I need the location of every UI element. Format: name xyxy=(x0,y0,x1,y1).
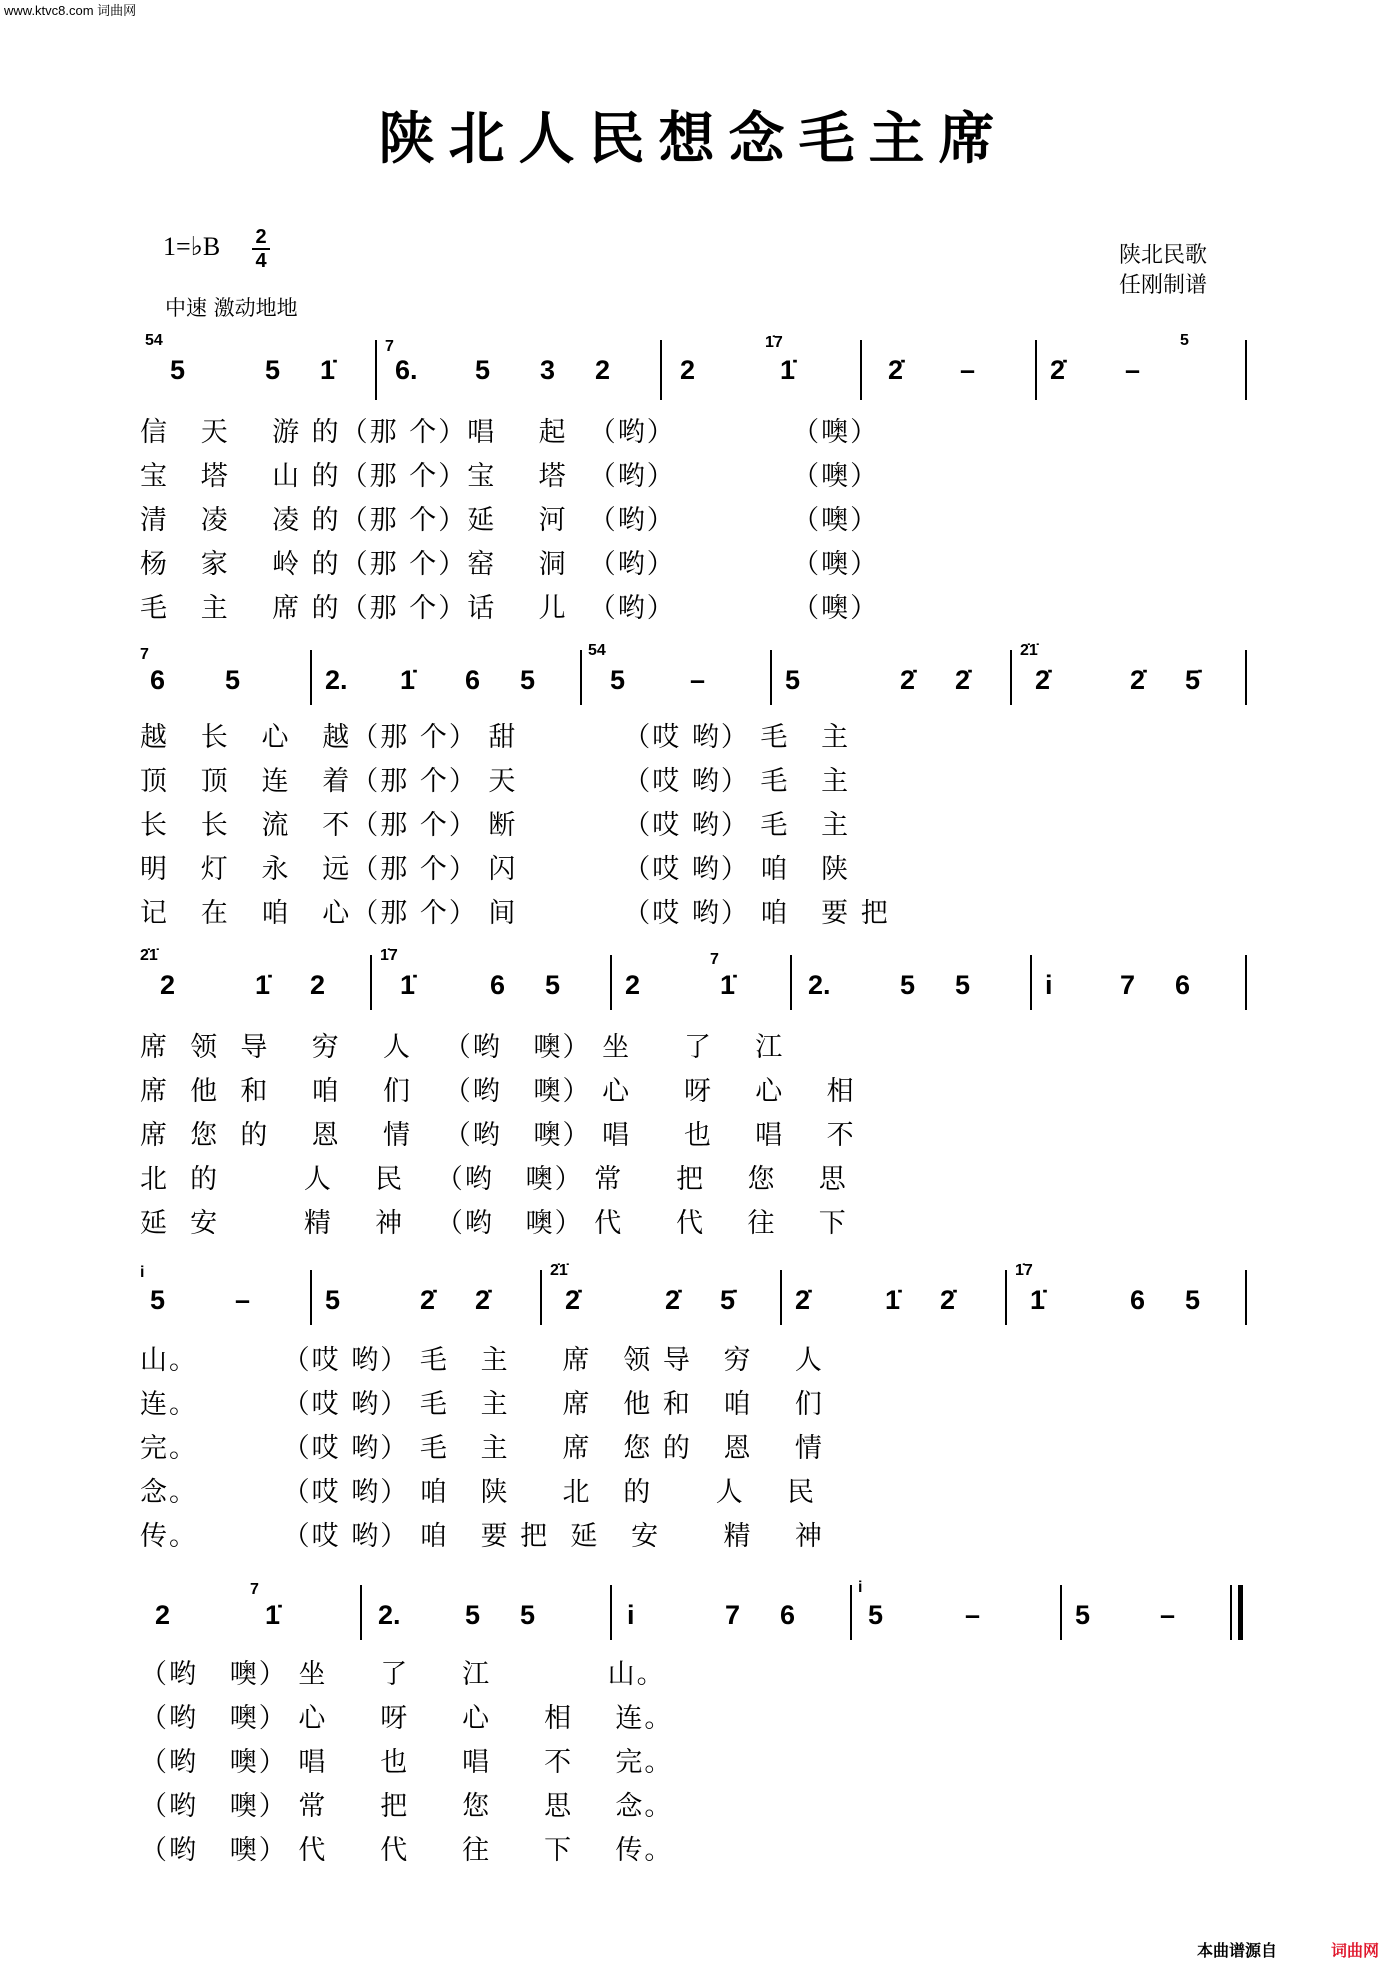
time-top: 2 xyxy=(255,226,267,248)
grace-note: 5 xyxy=(1180,332,1189,349)
barline xyxy=(660,340,662,400)
note: 6 xyxy=(465,665,481,695)
credit-arranger: 任刚制谱 xyxy=(1118,273,1207,298)
note: – xyxy=(960,355,976,385)
final-barline-thick xyxy=(1238,1585,1243,1640)
note: i xyxy=(627,1600,635,1630)
barline xyxy=(780,1270,782,1325)
note: 2̇ xyxy=(888,355,904,385)
grace-note: 2̇1̇ xyxy=(140,947,158,964)
grace-note: 1̇7 xyxy=(765,334,783,351)
note: 5 xyxy=(610,665,626,695)
note: 6 xyxy=(780,1600,796,1630)
note: 5 xyxy=(900,970,916,1000)
note: 6. xyxy=(395,355,418,385)
grace-note: 7 xyxy=(385,338,394,355)
note: 7 xyxy=(1120,970,1136,1000)
grace-note: 7 xyxy=(250,1581,259,1598)
note: 5 xyxy=(545,970,561,1000)
note: 2 xyxy=(595,355,611,385)
note: 5 xyxy=(868,1600,884,1630)
barline xyxy=(610,1585,612,1640)
barline xyxy=(860,340,862,400)
score-system-2 xyxy=(140,640,1250,710)
lyric-verse-5: （哟 噢） 代 代 往 下 传。 xyxy=(140,1835,674,1866)
note: 1̇ xyxy=(885,1285,901,1315)
barline xyxy=(1245,955,1247,1010)
note: 6 xyxy=(490,970,506,1000)
note: 2 xyxy=(680,355,696,385)
note: 5 xyxy=(520,1600,536,1630)
note: 6 xyxy=(1130,1285,1146,1315)
barline xyxy=(540,1270,542,1325)
barline xyxy=(1010,650,1012,705)
grace-note: 2̇1̇ xyxy=(1020,642,1038,659)
credit-origin: 陕北民歌 xyxy=(1118,243,1207,268)
time-signature xyxy=(250,226,272,272)
note: 2̇ xyxy=(420,1285,436,1315)
note: 2̇ xyxy=(940,1285,956,1315)
note: 5 xyxy=(475,355,491,385)
barline xyxy=(360,1585,362,1640)
barline xyxy=(1245,1270,1247,1325)
page-title: 陕北人民想念毛主席 xyxy=(378,106,1009,172)
grace-note: 2̇1̇ xyxy=(550,1262,568,1279)
lyric-verse-1: （哟 噢） 坐 了 江 山。 xyxy=(140,1659,666,1690)
barline xyxy=(1245,650,1247,705)
key-signature: 1=♭B xyxy=(163,232,221,261)
lyric-verse-4: 北 的 人 民 （哟 噢） 常 把 您 思 xyxy=(140,1164,848,1195)
note: 2̇ xyxy=(1035,665,1051,695)
note: – xyxy=(965,1600,981,1630)
note: 2̇ xyxy=(795,1285,811,1315)
note: 1̇ xyxy=(400,665,416,695)
score-system-5 xyxy=(140,1575,1250,1645)
lyric-verse-3: 席 您 的 恩 情 （哟 噢） 唱 也 唱 不 xyxy=(140,1120,856,1151)
note: 1̇ xyxy=(1030,1285,1046,1315)
tempo-marking: 中速 激动地地 xyxy=(165,296,298,320)
note: – xyxy=(690,665,706,695)
note: 5 xyxy=(325,1285,341,1315)
note: 2̇ xyxy=(665,1285,681,1315)
lyric-verse-5: 记 在 咱 心（那 个） 间 （哎 哟） 咱 要 把 xyxy=(140,898,890,929)
barline xyxy=(1005,1270,1007,1325)
site-logo[interactable]: 词曲网 xyxy=(1330,1941,1379,1960)
note: 5 xyxy=(1075,1600,1091,1630)
note: 5 xyxy=(150,1285,166,1315)
grace-note: i xyxy=(858,1579,863,1596)
lyric-verse-1: 山。 （哎 哟） 毛 主 席 领 导 穷 人 xyxy=(140,1345,824,1376)
lyric-verse-4: 念。 （哎 哟） 咱 陕 北 的 人 民 xyxy=(140,1477,817,1508)
note: – xyxy=(235,1285,251,1315)
barline xyxy=(375,340,377,400)
note: 2. xyxy=(808,970,831,1000)
note: 5 xyxy=(520,665,536,695)
note: 2̇ xyxy=(1050,355,1066,385)
lyric-verse-2: （哟 噢） 心 呀 心 相 连。 xyxy=(140,1703,674,1734)
barline xyxy=(1030,955,1032,1010)
barline xyxy=(610,955,612,1010)
lyric-verse-3: 完。 （哎 哟） 毛 主 席 您 的 恩 情 xyxy=(140,1433,824,1464)
lyric-verse-1: 席 领 导 穷 人 （哟 噢） 坐 了 江 xyxy=(140,1032,785,1063)
note: 1̇ xyxy=(255,970,271,1000)
note: 5̇ xyxy=(1185,665,1201,695)
score-system-3 xyxy=(140,945,1250,1015)
note: 2 xyxy=(625,970,641,1000)
barline xyxy=(580,650,582,705)
note: 7 xyxy=(725,1600,741,1630)
note: 2̇ xyxy=(1130,665,1146,695)
note: 5 xyxy=(225,665,241,695)
lyric-verse-5: 延 安 精 神 （哟 噢） 代 代 往 下 xyxy=(140,1208,848,1239)
score-system-4 xyxy=(140,1260,1250,1330)
note: 5 xyxy=(265,355,281,385)
note: 6 xyxy=(150,665,166,695)
barline xyxy=(850,1585,852,1640)
site-url[interactable]: www.ktvc8.com 词曲网 xyxy=(4,3,137,18)
lyric-verse-2: 宝 塔 山 的（那 个）宝 塔 （哟） （噢） xyxy=(140,461,880,492)
note: – xyxy=(1125,355,1141,385)
grace-note: 54 xyxy=(588,642,606,659)
note: 2. xyxy=(378,1600,401,1630)
note: 2̇ xyxy=(565,1285,581,1315)
note: 2 xyxy=(155,1600,171,1630)
barline xyxy=(1035,340,1037,400)
lyric-verse-3: （哟 噢） 唱 也 唱 不 完。 xyxy=(140,1747,674,1778)
note: 2. xyxy=(325,665,348,695)
score-system-1 xyxy=(140,330,1250,400)
lyric-verse-4: 杨 家 岭 的（那 个）窑 洞 （哟） （噢） xyxy=(140,549,880,580)
note: i xyxy=(1045,970,1053,1000)
note: 2 xyxy=(160,970,176,1000)
grace-note: 1̇7 xyxy=(1015,1262,1033,1279)
grace-note: 1̇7 xyxy=(380,947,398,964)
note: 2̇ xyxy=(900,665,916,695)
lyric-verse-2: 顶 顶 连 着（那 个） 天 （哎 哟） 毛 主 xyxy=(140,766,851,797)
lyric-verse-4: 明 灯 永 远（那 个） 闪 （哎 哟） 咱 陕 xyxy=(140,854,851,885)
note: 2 xyxy=(310,970,326,1000)
note: 1̇ xyxy=(720,970,736,1000)
barline xyxy=(370,955,372,1010)
source-note: 本曲谱源自 xyxy=(1196,1941,1277,1960)
note: 1̇ xyxy=(265,1600,281,1630)
lyric-verse-3: 清 凌 凌 的（那 个）延 河 （哟） （噢） xyxy=(140,505,880,536)
note: 1̇ xyxy=(320,355,336,385)
lyric-verse-5: 传。 （哎 哟） 咱 要 把 延 安 精 神 xyxy=(140,1521,824,1552)
note: – xyxy=(1160,1600,1176,1630)
lyric-verse-1: 信 天 游 的（那 个）唱 起 （哟） （噢） xyxy=(140,417,880,448)
grace-note: i xyxy=(140,1264,145,1281)
note: 5̇ xyxy=(720,1285,736,1315)
note: 1̇ xyxy=(780,355,796,385)
lyric-verse-5: 毛 主 席 的（那 个）话 儿 （哟） （噢） xyxy=(140,593,880,624)
lyric-verse-3: 长 长 流 不（那 个） 断 （哎 哟） 毛 主 xyxy=(140,810,851,841)
lyric-verse-4: （哟 噢） 常 把 您 思 念。 xyxy=(140,1791,674,1822)
note: 5 xyxy=(465,1600,481,1630)
note: 3 xyxy=(540,355,556,385)
barline xyxy=(310,1270,312,1325)
lyric-verse-1: 越 长 心 越（那 个） 甜 （哎 哟） 毛 主 xyxy=(140,722,851,753)
note: 5 xyxy=(1185,1285,1201,1315)
note: 5 xyxy=(170,355,186,385)
barline xyxy=(310,650,312,705)
grace-note: 7 xyxy=(140,646,149,663)
final-barline-thin xyxy=(1230,1585,1232,1640)
time-bottom: 4 xyxy=(255,250,267,272)
grace-note: 54 xyxy=(145,332,163,349)
note: 1̇ xyxy=(400,970,416,1000)
lyric-verse-2: 连。 （哎 哟） 毛 主 席 他 和 咱 们 xyxy=(140,1389,824,1420)
barline xyxy=(1245,340,1247,400)
barline xyxy=(790,955,792,1010)
note: 2̇ xyxy=(475,1285,491,1315)
grace-note: 7 xyxy=(710,951,719,968)
barline xyxy=(1060,1585,1062,1640)
barline xyxy=(770,650,772,705)
note: 2̇ xyxy=(955,665,971,695)
note: 6 xyxy=(1175,970,1191,1000)
note: 5 xyxy=(785,665,801,695)
note: 5 xyxy=(955,970,971,1000)
lyric-verse-2: 席 他 和 咱 们 （哟 噢） 心 呀 心 相 xyxy=(140,1076,856,1107)
